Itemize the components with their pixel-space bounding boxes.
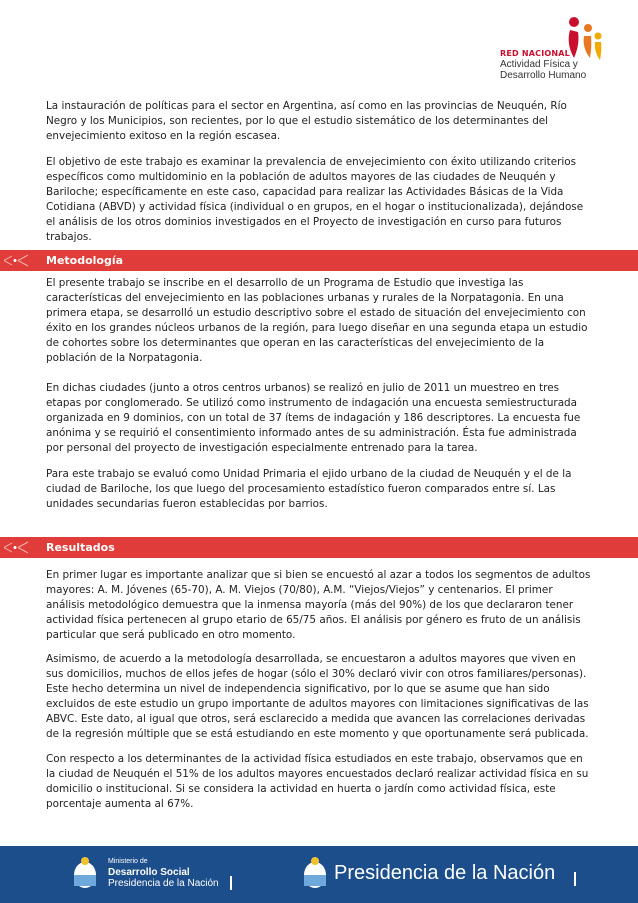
metodologia-paragraph-2: En dichas ciudades (junto a otros centros urbanos) se realizó en julio de 2011 un muestreo en tres etapas por conglomerado. Se utilizó como instrumento de indagación una encuesta semiestructurada organizada en 9 dominios, con un total de 37 ítems de indagación y 186 descriptores. La encuesta fue anónima y se requirió el consentimiento informado antes de su administración. Ésta fue administrada por personal del proyecto de investigación especialmente entrenado para la tarea. (46, 382, 581, 454)
resultados-section-bar (0, 537, 638, 558)
resultados-paragraph-3: Con respecto a los determinantes de la actividad física estudiados en este trabajo, observamos que en la ciudad de Neuquén el 51% de los adultos mayores encuestados declaró realizar actividad física en su domicilio o institucional. Si se considera la actividad en huerta o jardín como actividad física, este porcentaje aumenta al 67%. (46, 753, 589, 810)
red-nacional-logo (494, 14, 604, 84)
metodologia-heading: Metodología (46, 254, 124, 267)
resultados-heading: Resultados (46, 541, 115, 554)
ministry-label: Ministerio de (108, 858, 148, 865)
intro-paragraph-2: El objetivo de este trabajo es examinar la prevalencia de envejecimiento con éxito utilizando criterios específicos como multidominio en la población de adultos mayores de las ciudades de Neuquén y Bariloche; específicamente en este caso, capacidad para realizar las Actividades Básicas de la Vida Cotidiana (ABVD) y actividad física (individual o en grupos, en el hogar o institucionalizada), dejándose el análisis de los otros dominios investigados en el Proyecto de investigación en curso para futuros trabajos. (46, 156, 584, 243)
resultados-paragraph-2: Asimismo, de acuerdo a la metodología desarrollada, se encuestaron a adultos mayores que viven en sus domicilios, muchos de ellos jefes de hogar (sólo el 30% declaró vivir con otros familiares/personas). Este hecho determina un nivel de independencia significativo, por lo que se asume que han sido excluidos de este estudio un grupo importante de adultos mayores con limitaciones significativas de las ABVC. Este dato, al igual que otros, será esclarecido a medida que avancen las correlaciones derivadas de la regresión múltiple que se está estudiando en este momento y que oportunamente será publicada. (46, 653, 589, 740)
metodologia-paragraph-1: El presente trabajo se inscribe en el desarrollo de un Programa de Estudio que investiga las características del envejecimiento en las poblaciones urbanas y rurales de la Norpatagonia. En una primera etapa, se desarrolló un estudio descriptivo sobre el estado de situación del envejecimiento con éxito en los grandes núcleos urbanos de la región, para luego diseñar en una segunda etapa un estudio de cohortes sobre los determinantes que operan en las características del envejecimiento de la población de la Norpatagonia. (46, 277, 588, 364)
ministry-name: Desarrollo Social (108, 867, 190, 878)
logo-line-3: Desarrollo Humano (500, 70, 587, 81)
footer-bar (0, 846, 638, 903)
logo-line-2: Actividad Física y (500, 59, 578, 70)
presidency-title: Presidencia de la Nación (334, 862, 556, 884)
coat-of-arms-icon (300, 856, 330, 890)
intro-paragraph-1: La instauración de políticas para el sector en Argentina, así como en las provincias de Neuquén, Río Negro y los Municipios, son recientes, por lo que el estudio sistemático de los determinantes del envejecimiento exitoso en la región escasea. (46, 100, 567, 142)
logo-line-1: RED NACIONAL (500, 49, 570, 58)
divider (574, 872, 576, 886)
divider (230, 876, 232, 890)
bar-decoration-icon (4, 541, 38, 554)
coat-of-arms-icon (70, 856, 100, 890)
presidency-small: Presidencia de la Nación (108, 878, 219, 889)
resultados-paragraph-1: En primer lugar es importante analizar que si bien se encuestó al azar a todos los segmentos de adultos mayores: A. M. Jóvenes (65-70), A. M. Viejos (70/80), A.M. “Viejos/Viejos” y centenarios. El primer análisis metodológico demuestra que la inmensa mayoría (más del 90%) de los que declararon tener actividad física pertenecen al grupo etario de 65/75 años. El análisis por género es fruto de un análisis particular que será publicado en otro momento. (46, 569, 591, 641)
metodologia-paragraph-3: Para este trabajo se evaluó como Unidad Primaria el ejido urbano de la ciudad de Neuquén y el de la ciudad de Bariloche, los que luego del procesamiento estadístico fueron comparados entre sí. Las unidades secundarias fueron establecidas por barrios. (46, 468, 572, 510)
bar-decoration-icon (4, 254, 38, 267)
metodologia-section-bar (0, 250, 638, 271)
